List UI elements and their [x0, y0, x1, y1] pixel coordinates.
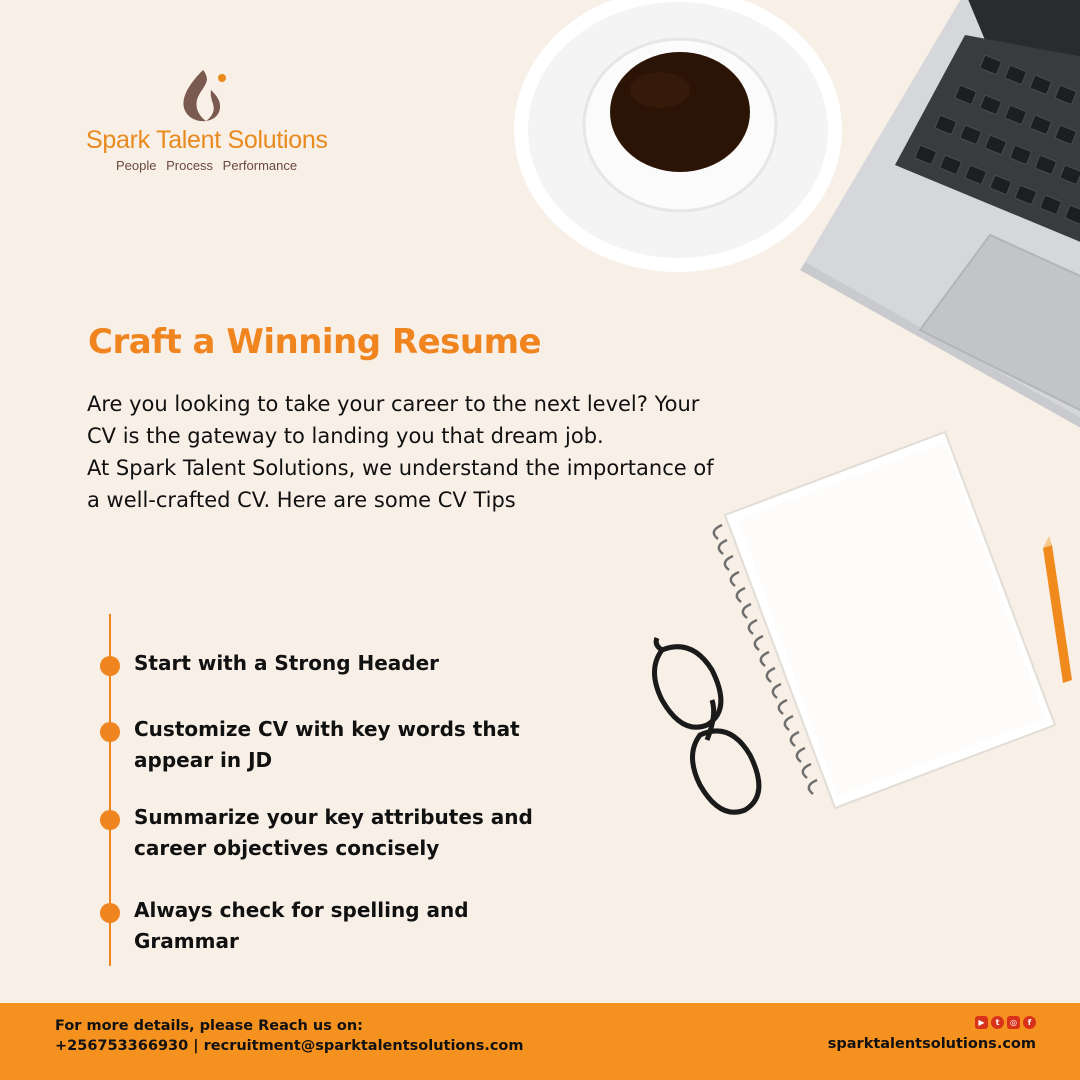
- tip-text: Always check for spelling and Grammar: [134, 898, 469, 953]
- eyeglasses-illustration: [655, 638, 759, 812]
- social-icons: [975, 1016, 1036, 1029]
- twitter-icon[interactable]: t: [991, 1016, 1004, 1029]
- instagram-icon[interactable]: ◎: [1007, 1016, 1020, 1029]
- notebook-illustration: [714, 432, 1055, 808]
- tip-text: Start with a Strong Header: [134, 651, 440, 675]
- tip-text: Summarize your key attributes and career objectives concisely: [134, 805, 533, 860]
- bullet-dot-icon: [100, 656, 120, 676]
- footer-label: For more details, please Reach us on:: [55, 1018, 363, 1034]
- facebook-icon[interactable]: f: [1023, 1016, 1036, 1029]
- intro-paragraph-1: Are you looking to take your career to the next level? Your CV is the gateway to landing you that dream job.: [87, 392, 700, 448]
- bullet-dot-icon: [100, 903, 120, 923]
- cv-tips-list: [98, 614, 558, 966]
- bullet-dot-icon: [100, 722, 120, 742]
- intro-paragraph-2: At Spark Talent Solutions, we understand the importance of a well-crafted CV. Here are some CV Tips: [87, 456, 714, 512]
- flame-logo-icon: [181, 66, 231, 122]
- laptop-illustration: [800, 0, 1080, 450]
- bullet-dot-icon: [100, 810, 120, 830]
- youtube-icon[interactable]: ▶: [975, 1016, 988, 1029]
- footer-contact[interactable]: +256753366930 | recruitment@sparktalentsolutions.com: [55, 1038, 524, 1054]
- brand-logo: [86, 66, 346, 176]
- intro-text: [87, 388, 727, 516]
- brand-tagline: People Process Performance: [116, 158, 298, 173]
- page-title: Craft a Winning Resume: [88, 322, 542, 362]
- brand-name: Spark Talent Solutions: [86, 126, 328, 154]
- tip-text: Customize CV with key words that appear in JD: [134, 717, 520, 772]
- website-link[interactable]: sparktalentsolutions.com: [827, 1036, 1036, 1052]
- coffee-cup-illustration: [514, 0, 842, 272]
- pencil-illustration: [1043, 536, 1072, 683]
- footer-bar: [0, 1003, 1080, 1080]
